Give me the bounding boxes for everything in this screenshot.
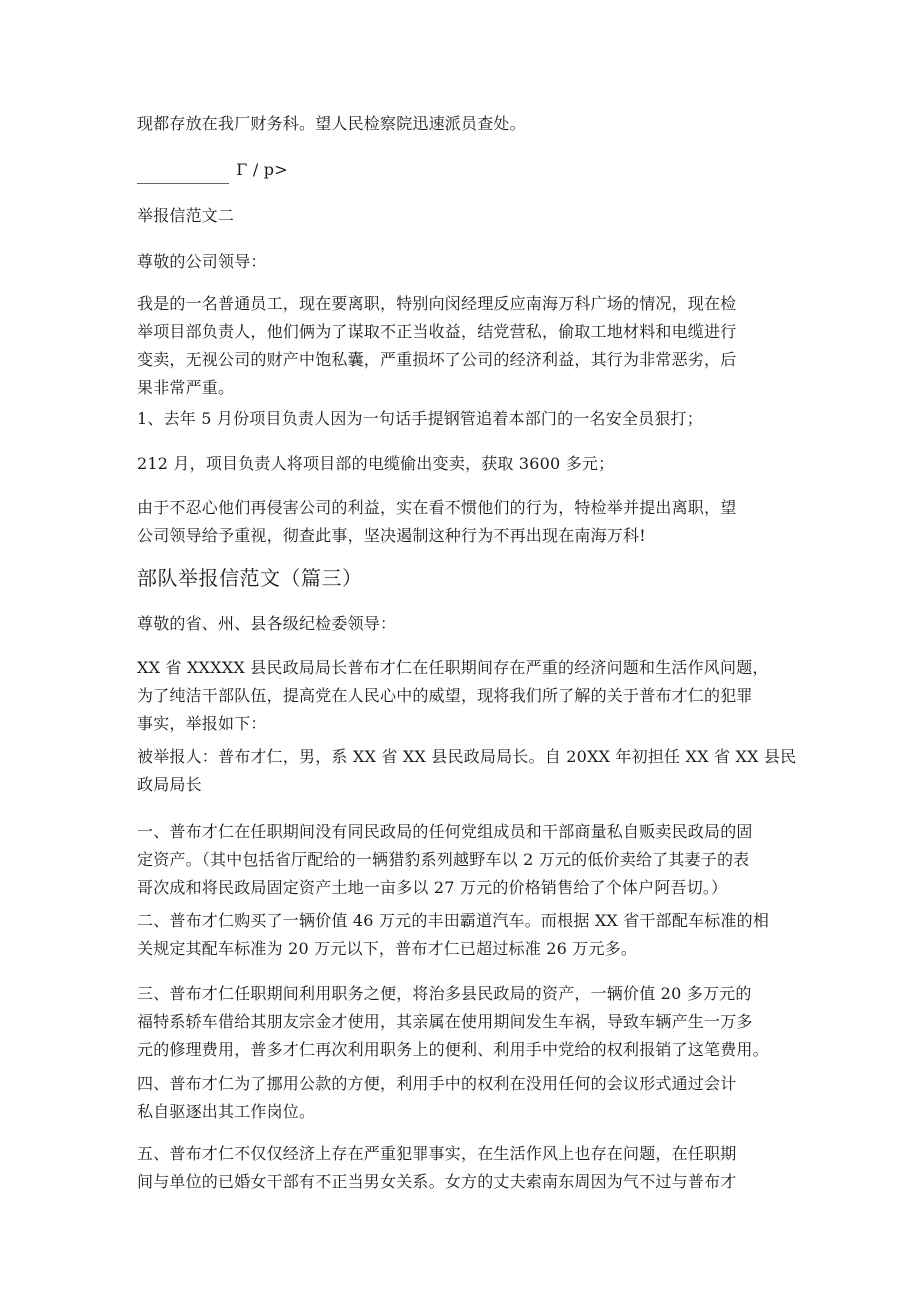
signature-line bbox=[137, 156, 787, 184]
text-line: 政局局长 bbox=[137, 775, 202, 794]
section-title-sample-two bbox=[137, 202, 787, 230]
paragraph-complaint-intro bbox=[137, 290, 787, 402]
text-line: 哥次成和将民政局固定资产土地一亩多以 27 万元的价格销售给了个体户阿吾切。） bbox=[137, 878, 728, 897]
signature-residue-text: Γ / p> bbox=[236, 160, 288, 179]
text-line: 变卖，无视公司的财产中饱私囊，严重损坏了公司的经济利益，其行为非常恶劣，后 bbox=[137, 350, 737, 369]
text-line: 被举报人：普布才仁，男，系 XX 省 XX 县民政局局长。自 20XX 年初担任 XX 省 XX 县民 bbox=[137, 747, 797, 766]
text-line: 元的修理费用，普多才仁再次利用职务上的便利、利用手中党给的权利报销了这笔费用。 bbox=[137, 1040, 769, 1059]
text-line: 为了纯洁干部队伍，提高党在人民心中的威望，现将我们所了解的关于普布才仁的犯罪 bbox=[137, 686, 753, 705]
text-line: 福特系轿车借给其朋友宗金才使用，其亲属在使用期间发生车祸，导致车辆产生一万多 bbox=[137, 1012, 753, 1031]
text-line: 一、普布才仁在任职期间没有同民政局的任何党组成员和干部商量私自贩卖民政局的固 bbox=[137, 822, 753, 841]
paragraph-charge-4 bbox=[137, 1070, 787, 1126]
heading-text: 部队举报信范文（篇三） bbox=[137, 566, 363, 590]
paragraph-charge-5 bbox=[137, 1140, 787, 1196]
paragraph-request bbox=[137, 494, 787, 550]
text-line: 尊敬的省、州、县各级纪检委领导： bbox=[137, 614, 397, 633]
paragraph-charge-3 bbox=[137, 980, 787, 1064]
text-line: 四、普布才仁为了挪用公款的方便，利用手中的权利在没用任何的会议形式通过会计 bbox=[137, 1074, 737, 1093]
text-line: 事实，举报如下： bbox=[137, 714, 267, 733]
text-line: 公司领导给予重视，彻查此事，坚决遏制这种行为不再出现在南海万科! bbox=[137, 526, 646, 545]
text-line: 举项目部负责人，他们俩为了谋取不正当收益，结党营私，偷取工地材料和电缆进行 bbox=[137, 322, 737, 341]
section-heading-sample-three bbox=[137, 563, 787, 593]
text-line: 举报信范文二 bbox=[137, 206, 235, 225]
text-line: 定资产。（其中包括省厅配给的一辆猎豹系列越野车以 2 万元的低价卖给了其妻子的表 bbox=[137, 850, 750, 869]
text-line: 三、普布才仁任职期间利用职务之便，将治多县民政局的资产，一辆价值 20 多万元的 bbox=[137, 984, 752, 1003]
paragraph-item-1 bbox=[137, 405, 787, 433]
text-line: XX 省 XXXXX 县民政局局长普布才仁在任职期间存在严重的经济问题和生活作风问题， bbox=[137, 658, 769, 677]
text-line: 间与单位的已婚女干部有不正当男女关系。女方的丈夫索南东周因为气不过与普布才 bbox=[137, 1172, 737, 1191]
paragraph-charge-1 bbox=[137, 818, 787, 902]
signature-underline bbox=[137, 163, 229, 184]
text-line: 关规定其配车标准为 20 万元以下，普布才仁已超过标准 26 万元多。 bbox=[137, 939, 638, 958]
salutation-discipline-committee bbox=[137, 610, 787, 638]
paragraph-reported-person bbox=[137, 743, 797, 799]
salutation-company bbox=[137, 248, 787, 276]
text-line: 果非常严重。 bbox=[137, 378, 235, 397]
paragraph-charge-2 bbox=[137, 907, 787, 963]
text-line: 由于不忍心他们再侵害公司的利益，实在看不惯他们的行为，特检举并提出离职，望 bbox=[137, 498, 737, 517]
text-line: 我是的一名普通员工，现在要离职，特别向闵经理反应南海万科广场的情况，现在检 bbox=[137, 294, 737, 313]
paragraph-report-intro bbox=[137, 654, 787, 738]
text-line: 1、去年 5 月份项目负责人因为一句话手提钢管追着本部门的一名安全员狠打； bbox=[137, 409, 703, 428]
paragraph-item-2 bbox=[137, 450, 787, 478]
text-line: 私自驱逐出其工作岗位。 bbox=[137, 1102, 316, 1121]
text-line: 五、普布才仁不仅仅经济上存在严重犯罪事实，在生活作风上也存在问题，在任职期 bbox=[137, 1144, 737, 1163]
text-line: 二、普布才仁购买了一辆价值 46 万元的丰田霸道汽车。而根据 XX 省干部配车标准的相 bbox=[137, 911, 770, 930]
text-line: 212 月，项目负责人将项目部的电缆偷出变卖，获取 3600 多元； bbox=[137, 454, 615, 473]
text-line: 尊敬的公司领导： bbox=[137, 252, 267, 271]
text-line: 现都存放在我厂财务科。望人民检察院迅速派员查处。 bbox=[137, 114, 526, 133]
paragraph-closing-line bbox=[137, 110, 787, 138]
